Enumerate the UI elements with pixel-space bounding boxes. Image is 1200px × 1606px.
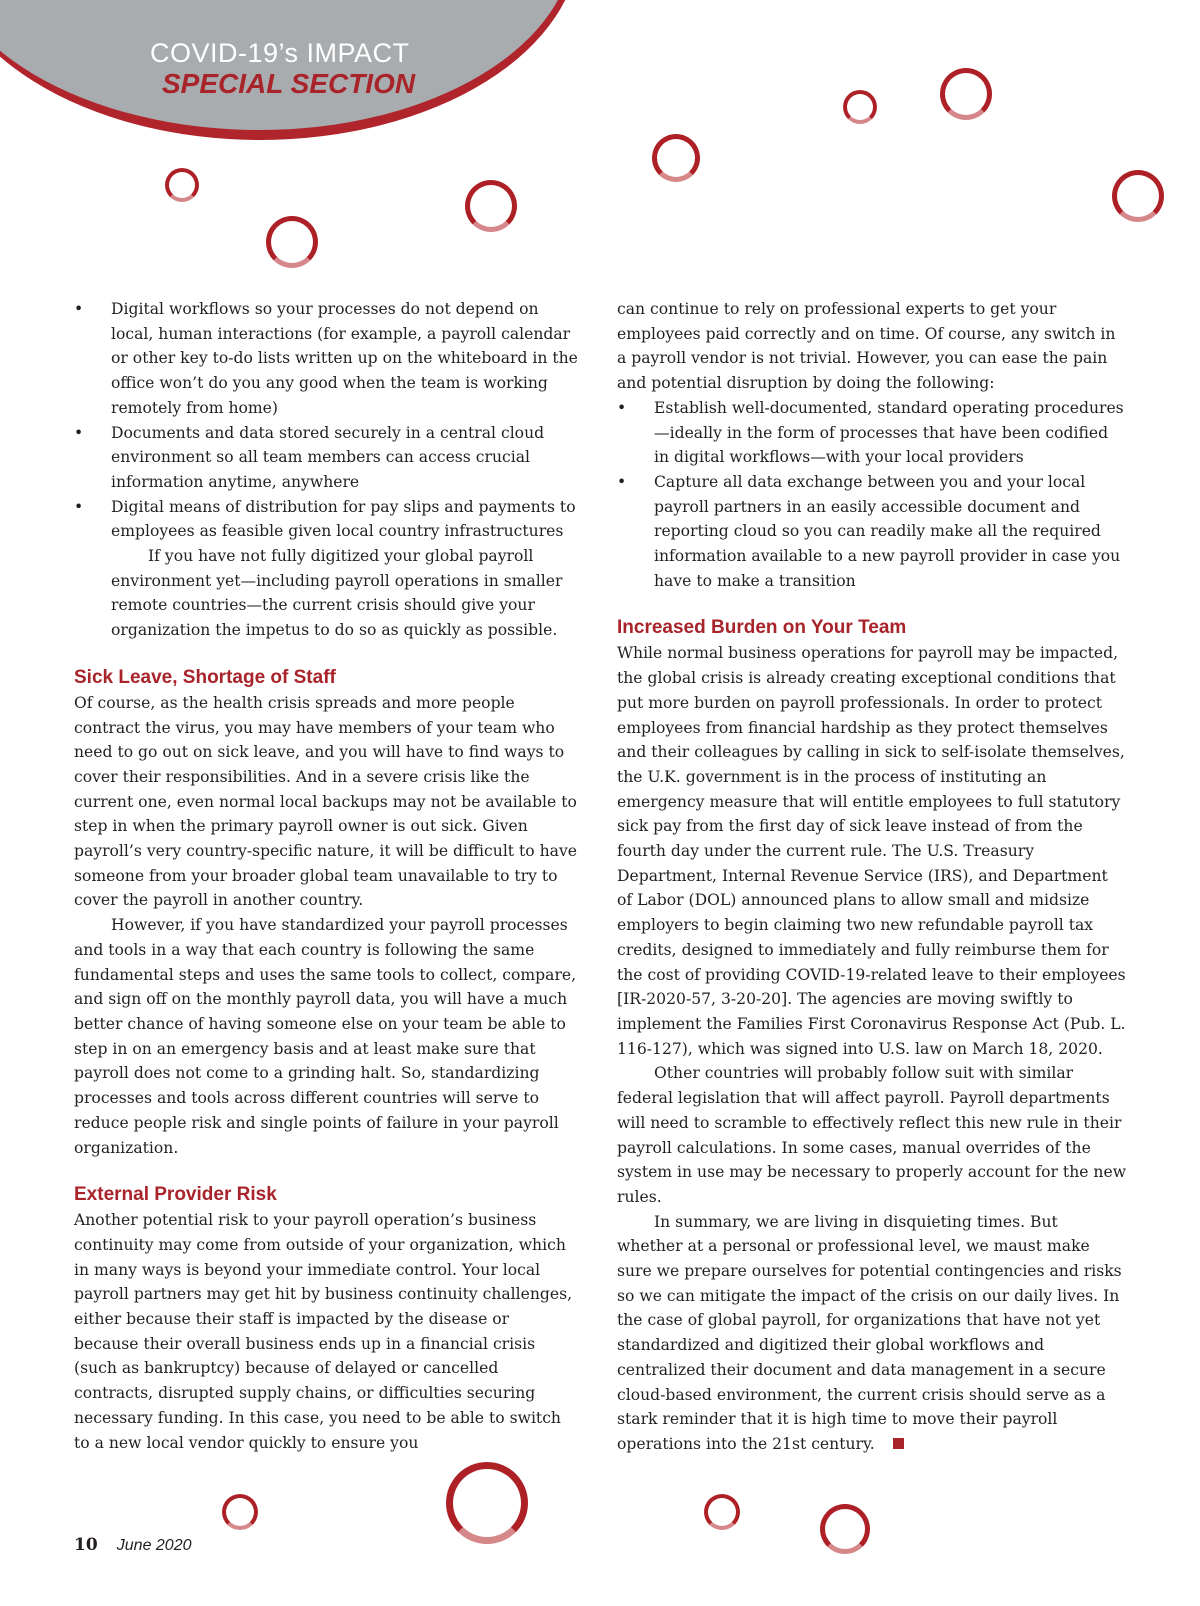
section-heading: Sick Leave, Shortage of Staff <box>74 666 336 688</box>
list-item: • Digital workflows so your processes do not depend on local, human interactions (for example, a payroll calendar or other key to-do lists written up on the whiteboard in the office won’t do you any good when the team is working remotely from home) <box>74 297 578 421</box>
decorative-ring-icon <box>465 180 517 232</box>
digital-checklist <box>74 297 578 544</box>
section-heading: Increased Burden on Your Team <box>617 617 907 639</box>
decorative-ring-icon <box>222 1494 258 1530</box>
paragraph <box>617 1210 1127 1457</box>
decorative-ring-icon <box>843 90 877 124</box>
list-item: • Capture all data exchange between you and your local payroll partners in an easily accessible document and reporting cloud so you can readily make all the required information available to a new payroll provider in case you have to make a transition <box>617 470 1127 594</box>
decorative-ring-icon <box>652 134 700 182</box>
page-number: 10 <box>74 1535 98 1555</box>
list-item: • Documents and data stored securely in a central cloud environment so all team members can access crucial information anytime, anywhere <box>74 421 578 495</box>
decorative-ring-icon <box>266 216 318 268</box>
paragraph: If you have not fully digitized your global payroll environment yet—including payroll operations in smaller remote countries—the current crisis should give your organization the impetus to do so as quickly as possible. <box>111 547 563 640</box>
end-of-article-icon <box>893 1438 904 1449</box>
paragraph: Another potential risk to your payroll operation’s business continuity may come from outside of your organization, which in many ways is beyond your immediate control. Your local payroll partners may get hit by business continuity challenges, either because their staff is impacted by the disease or because their overall business ends up in a financial crisis (such as bankruptcy) because of delayed or cancelled contracts, disrupted supply chains, or difficulties securing necessary funding. In this case, you need to be able to switch to a new local vendor quickly to ensure you <box>74 1211 573 1452</box>
provider-checklist <box>617 396 1127 594</box>
decorative-ring-icon <box>820 1504 870 1554</box>
list-item: • Digital means of distribution for pay slips and payments to employees as feasible given local country infrastructures <box>74 495 578 544</box>
paragraph: Of course, as the health crisis spreads and more people contract the virus, you may have members of your team who need to go out on sick leave, and you will have to find ways to cover their responsibilities. And in a severe crisis like the current one, even normal local backups may not be available to step in when the primary payroll owner is out sick. Given payroll’s very country-specific nature, it will be difficult to have someone from your broader global team unavailable to try to cover the payroll in another country. <box>74 693 578 910</box>
section-heading: External Provider Risk <box>74 1184 277 1206</box>
paragraph: can continue to rely on professional experts to get your employees paid correctly and on time. Of course, any switch in a payroll vendor is not trivial. However, you can ease the pain and potential disruption by doing the following: <box>617 300 1116 393</box>
paragraph: However, if you have standardized your payroll processes and tools in a way that each country is following the same fundamental steps and uses the same tools to collect, compare, and sign off on the monthly payroll data, you will have a much better chance of having someone else on your team be able to step in on an emergency basis and at least make sure that payroll does not come to a grinding halt. So, standardizing processes and tools across different countries will serve to reduce people risk and single points of failure in your payroll organization. <box>74 916 577 1157</box>
decorative-ring-icon <box>704 1494 740 1530</box>
page-footer <box>74 1535 192 1555</box>
paragraph: Other countries will probably follow suit with similar federal legislation that will affect payroll. Payroll departments will need to scramble to effectively reflect this new rule in their payroll calculations. In some cases, manual overrides of the system in use may be necessary to properly account for the new rules. <box>617 1064 1127 1206</box>
list-item: • Establish well-documented, standard operating procedures—ideally in the form of processes that have been codified in digital workflows—with your local providers <box>617 396 1127 470</box>
decorative-ring-icon <box>940 68 992 120</box>
decorative-ring-icon <box>165 168 199 202</box>
header-kicker: COVID-19’s IMPACT <box>150 38 410 68</box>
issue-date: June 2020 <box>116 1537 192 1554</box>
paragraph-text: In summary, we are living in disquieting times. But whether at a personal or professional level, we maust make sure we prepare ourselves for potential contingencies and risks so we can mitigate the impact of the crisis on our daily lives. In the case of global payroll, for organizations that have not yet standardized and digitized their global workflows and centralized their document and data management in a secure cloud-based environment, the current crisis should serve as a stark reminder that it is high time to move their payroll operations into the 21st century. <box>617 1212 1122 1453</box>
decorative-ring-icon <box>446 1462 528 1544</box>
left-column <box>74 297 578 1455</box>
right-column <box>617 297 1127 1457</box>
paragraph: While normal business operations for payroll may be impacted, the global crisis is already creating exceptional conditions that put more burden on payroll professionals. In order to protect employees from financial hardship as they protect themselves and their colleagues by calling in sick to self-isolate themselves, the U.K. government is in the process of instituting an emergency measure that will entitle employees to full statutory sick pay from the first day of sick leave instead of from the fourth day under the current rule. The U.S. Treasury Department, Internal Revenue Service (IRS), and Department of Labor (DOL) announced plans to allow small and midsize employers to begin claiming two new refundable payroll tax credits, designed to immediately and fully reimburse them for the cost of providing COVID-19-related leave to their employees [IR-2020-57, 3-20-20]. The agencies are moving swiftly to implement the Families First Coronavirus Response Act (Pub. L. 116-127), which was signed into U.S. law on March 18, 2020. <box>617 644 1126 1058</box>
header-section-title: SPECIAL SECTION <box>162 68 416 99</box>
decorative-ring-icon <box>1112 170 1164 222</box>
